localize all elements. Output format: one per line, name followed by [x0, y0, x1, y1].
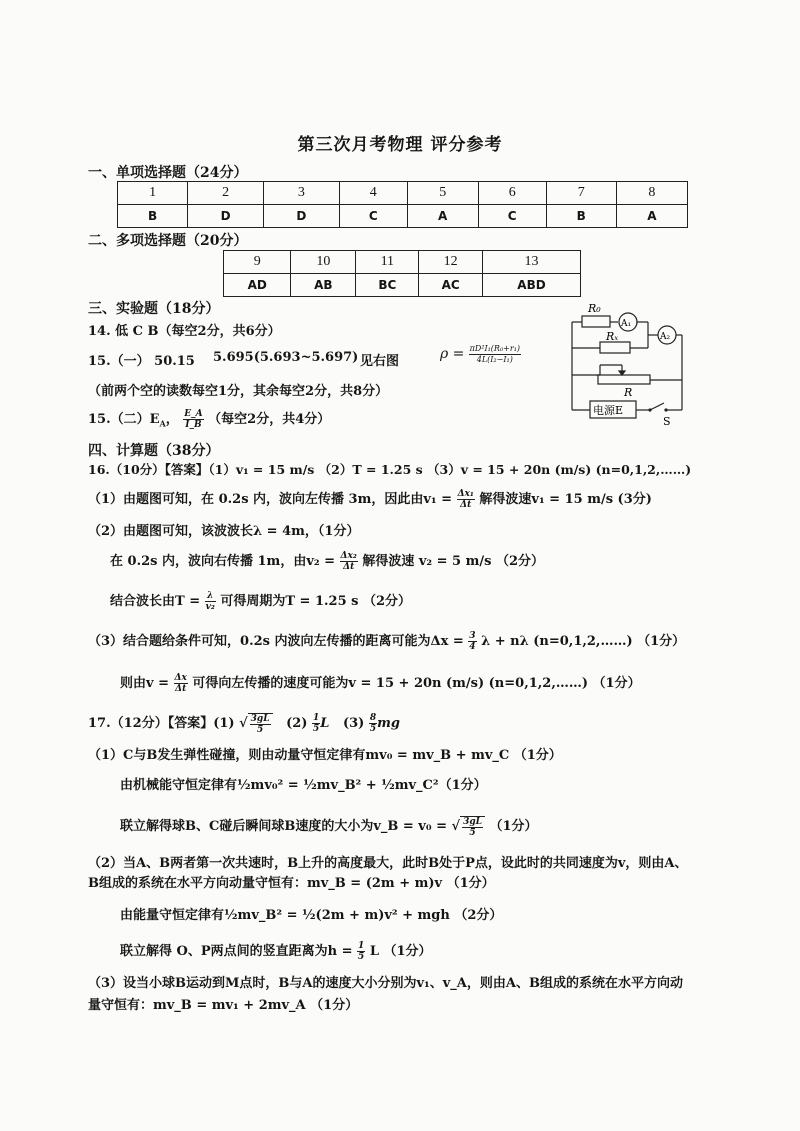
table-cell: 10: [291, 251, 356, 274]
q17-part1-text-b: （1分）: [489, 819, 538, 834]
table-cell: 12: [419, 251, 483, 274]
table-cell: 1: [118, 182, 188, 205]
q16-part2-text-c: 结合波长由T =: [110, 594, 201, 609]
q16-part3-line2: [120, 672, 641, 694]
label-a2: A₂: [660, 332, 671, 342]
q17-part2-text-a: 联立解得 O、P两点间的竖直距离为h =: [120, 944, 353, 959]
frac-num: Δx₂: [340, 551, 357, 561]
q16-answer-summary: 16.（10分）【答案】（1）v₁ = 15 m/s （2）T = 1.25 s （3）v = 15 + 20n (m/s) (n=0,1,2,……): [88, 462, 692, 477]
q17-part1-line1: （1）C与B发生弹性碰撞，则由动量守恒定律有mv₀ = mv_B + mv_C （1分）: [88, 748, 562, 763]
multi-choice-table: [223, 250, 581, 297]
section-4-heading: 四、计算题（38分）: [88, 443, 220, 459]
frac-num: 8: [369, 713, 377, 723]
q16-part2-line2: [110, 550, 544, 572]
table-cell: A: [407, 205, 478, 228]
q15b-score-note: （每空2分，共4分）: [208, 412, 331, 427]
q17-answer-summary: 17.（12分）【答案】(1) √ $\frac{3gL}{5}$ (2) $\frac{1}{5}$ L (3) $\frac{8}{5}$ mg: [88, 713, 400, 735]
table-cell: AC: [419, 274, 483, 297]
q17-head-b-tail: L: [320, 716, 330, 731]
q15b-answer: 15.（二）$E_A$， $\frac{E\_A}{I\_B}$ （每空2分，共4分）: [88, 409, 331, 430]
frac-den: 5: [256, 724, 264, 735]
q16-part3-text-b: λ + nλ (n=0,1,2,……) （1分）: [481, 634, 686, 649]
frac-den: Δt: [175, 684, 187, 694]
q17-head-a: 17.（12分）【答案】(1): [88, 716, 235, 731]
table-cell: AB: [291, 274, 356, 297]
table-cell: BC: [356, 274, 419, 297]
rho-formula: [440, 344, 521, 365]
label-a1: A₁: [621, 319, 632, 329]
table-cell: D: [264, 205, 340, 228]
q14-answer: 14. 低 C B（每空2分，共6分）: [88, 324, 281, 339]
q16-part1: [88, 488, 652, 510]
table-cell: 8: [616, 182, 687, 205]
q16-part2-text-a: 在 0.2s 内，波向右传播 1m，由v₂ =: [110, 554, 335, 569]
q16-part2-text-b: 解得波速 v₂ = 5 m/s （2分）: [362, 554, 545, 569]
table-cell: 2: [188, 182, 264, 205]
frac-num: 3gL: [463, 816, 482, 827]
q15b-subscript: A: [159, 418, 166, 429]
q17-head-c: (3): [342, 716, 365, 731]
q15a-score-note: （前两个空的读数每空1分，其余每空2分，共8分）: [88, 384, 389, 399]
q16-part3-text-c: 则由v =: [120, 676, 169, 691]
frac-num: 3: [469, 631, 476, 641]
switch-s: [650, 403, 664, 410]
table-cell: 3: [264, 182, 340, 205]
single-choice-table: [117, 181, 688, 228]
q16-part1-text-b: 解得波速v₁ = 15 m/s (3分): [479, 492, 652, 507]
q17-head-b: (2): [286, 716, 308, 731]
frac-num: Δx: [174, 673, 187, 683]
q17-part2-line2: B组成的系统在水平方向动量守恒有：mv_B = (2m + m)v （1分）: [88, 876, 495, 891]
q17-part1-text-a: 联立解得球B、C碰后瞬间球B速度的大小为v_B = v₀ =: [120, 819, 447, 834]
q15b-frac-num: E_A: [184, 409, 203, 419]
rho-denominator: 4L(I₂−I₁): [476, 355, 513, 364]
q16-part2-text-d: 可得周期为T = 1.25 s （2分）: [220, 594, 412, 609]
q15a-value: 5.695(5.693~5.697): [213, 350, 359, 365]
table-cell: 9: [224, 251, 291, 274]
resistor-r0: [582, 316, 610, 327]
q16-part2-line1: （2）由题图可知，该波波长λ = 4m，（1分）: [88, 524, 360, 539]
q15b-frac-den: I_B: [185, 420, 202, 430]
q17-head-c-tail: mg: [377, 716, 400, 731]
frac-den: 4: [469, 642, 476, 652]
circuit-diagram: [560, 300, 690, 430]
frac-den: 5: [313, 724, 320, 734]
q16-part1-text-a: （1）由题图可知，在 0.2s 内，波向左传播 3m，因此由v₁ =: [88, 492, 453, 507]
label-rx: Rₓ: [606, 330, 619, 343]
frac-num: 1: [313, 713, 320, 723]
frac-den: Δt: [460, 500, 472, 510]
q17-part3-line1: （3）设当小球B运动到M点时，B与A的速度大小分别为v₁、v_A，则由A、B组成的系统在水平方向动: [88, 976, 683, 991]
label-switch: S: [663, 415, 671, 428]
q15a-see-figure: 见右图: [360, 354, 400, 369]
label-r: R: [624, 386, 633, 399]
section-1-heading: 一、单项选择题（24分）: [88, 165, 248, 181]
q17-part2-line1: （2）当A、B两者第一次共速时，B上升的高度最大，此时B处于P点，设此时的共同速度为v，则由A、: [88, 856, 688, 871]
page-title: 第三次月考物理 评分参考: [297, 135, 503, 155]
table-cell: 7: [546, 182, 616, 205]
table-cell: D: [188, 205, 264, 228]
q15a-label: 15.（一） 50.15: [88, 354, 195, 369]
frac-den: 5: [469, 827, 476, 838]
q17-part2-line3: 由能量守恒定律有½mv_B² = ½(2m + m)v² + mgh （2分）: [120, 908, 503, 923]
q17-part1-line2: 由机械能守恒定律有½mv₀² = ½mv_B² + ½mv_C²（1分）: [120, 778, 487, 793]
table-cell: C: [478, 205, 546, 228]
label-r0: R₀: [588, 302, 601, 315]
table-cell: 13: [482, 251, 580, 274]
frac-num: λ: [205, 591, 216, 602]
q17-part2-line4: [120, 940, 432, 962]
resistor-rx: [600, 342, 630, 353]
frac-den: v₂: [205, 602, 215, 612]
table-cell: 5: [407, 182, 478, 205]
table-cell: C: [339, 205, 407, 228]
frac-num: 1: [358, 941, 365, 951]
rho-label: ρ =: [440, 346, 465, 362]
q17-part2-text-b: L （1分）: [369, 944, 432, 959]
frac-den: Δt: [343, 562, 355, 572]
frac-num: 3gL: [250, 713, 270, 724]
section-3-heading: 三、实验题（18分）: [88, 301, 220, 317]
frac-den: 5: [358, 952, 365, 962]
rho-numerator: πD²I₁(R₀+r₁): [469, 344, 521, 353]
frac-den: 5: [369, 724, 377, 734]
q17-part1-line3: 联立解得球B、C碰后瞬间球B速度的大小为v_B = v₀ = √ $\frac{3gL}{5}$ （1分）: [120, 816, 538, 838]
table-cell: 11: [356, 251, 419, 274]
label-source: 电源E: [593, 404, 624, 417]
table-cell: B: [118, 205, 188, 228]
table-cell: A: [616, 205, 687, 228]
table-cell: ABD: [482, 274, 580, 297]
table-cell: 6: [478, 182, 546, 205]
rheostat-r: [598, 375, 650, 384]
table-cell: B: [546, 205, 616, 228]
frac-num: Δx₁: [457, 489, 474, 499]
table-cell: AD: [224, 274, 291, 297]
q17-part3-line2: 量守恒有：mv_B = mv₁ + 2mv_A （1分）: [88, 998, 359, 1013]
section-2-heading: 二、多项选择题（20分）: [88, 233, 248, 249]
q16-part3-text-a: （3）结合题给条件可知，0.2s 内波向左传播的距离可能为Δx =: [88, 634, 464, 649]
table-cell: 4: [339, 182, 407, 205]
q16-part3-line1: [88, 630, 685, 652]
q15b-label: 15.（二）E: [88, 412, 160, 427]
q16-part3-text-d: 可得向左传播的速度可能为v = 15 + 20n (m/s) (n=0,1,2,……) （1分）: [192, 676, 641, 691]
q16-part2-line3: [110, 590, 411, 612]
